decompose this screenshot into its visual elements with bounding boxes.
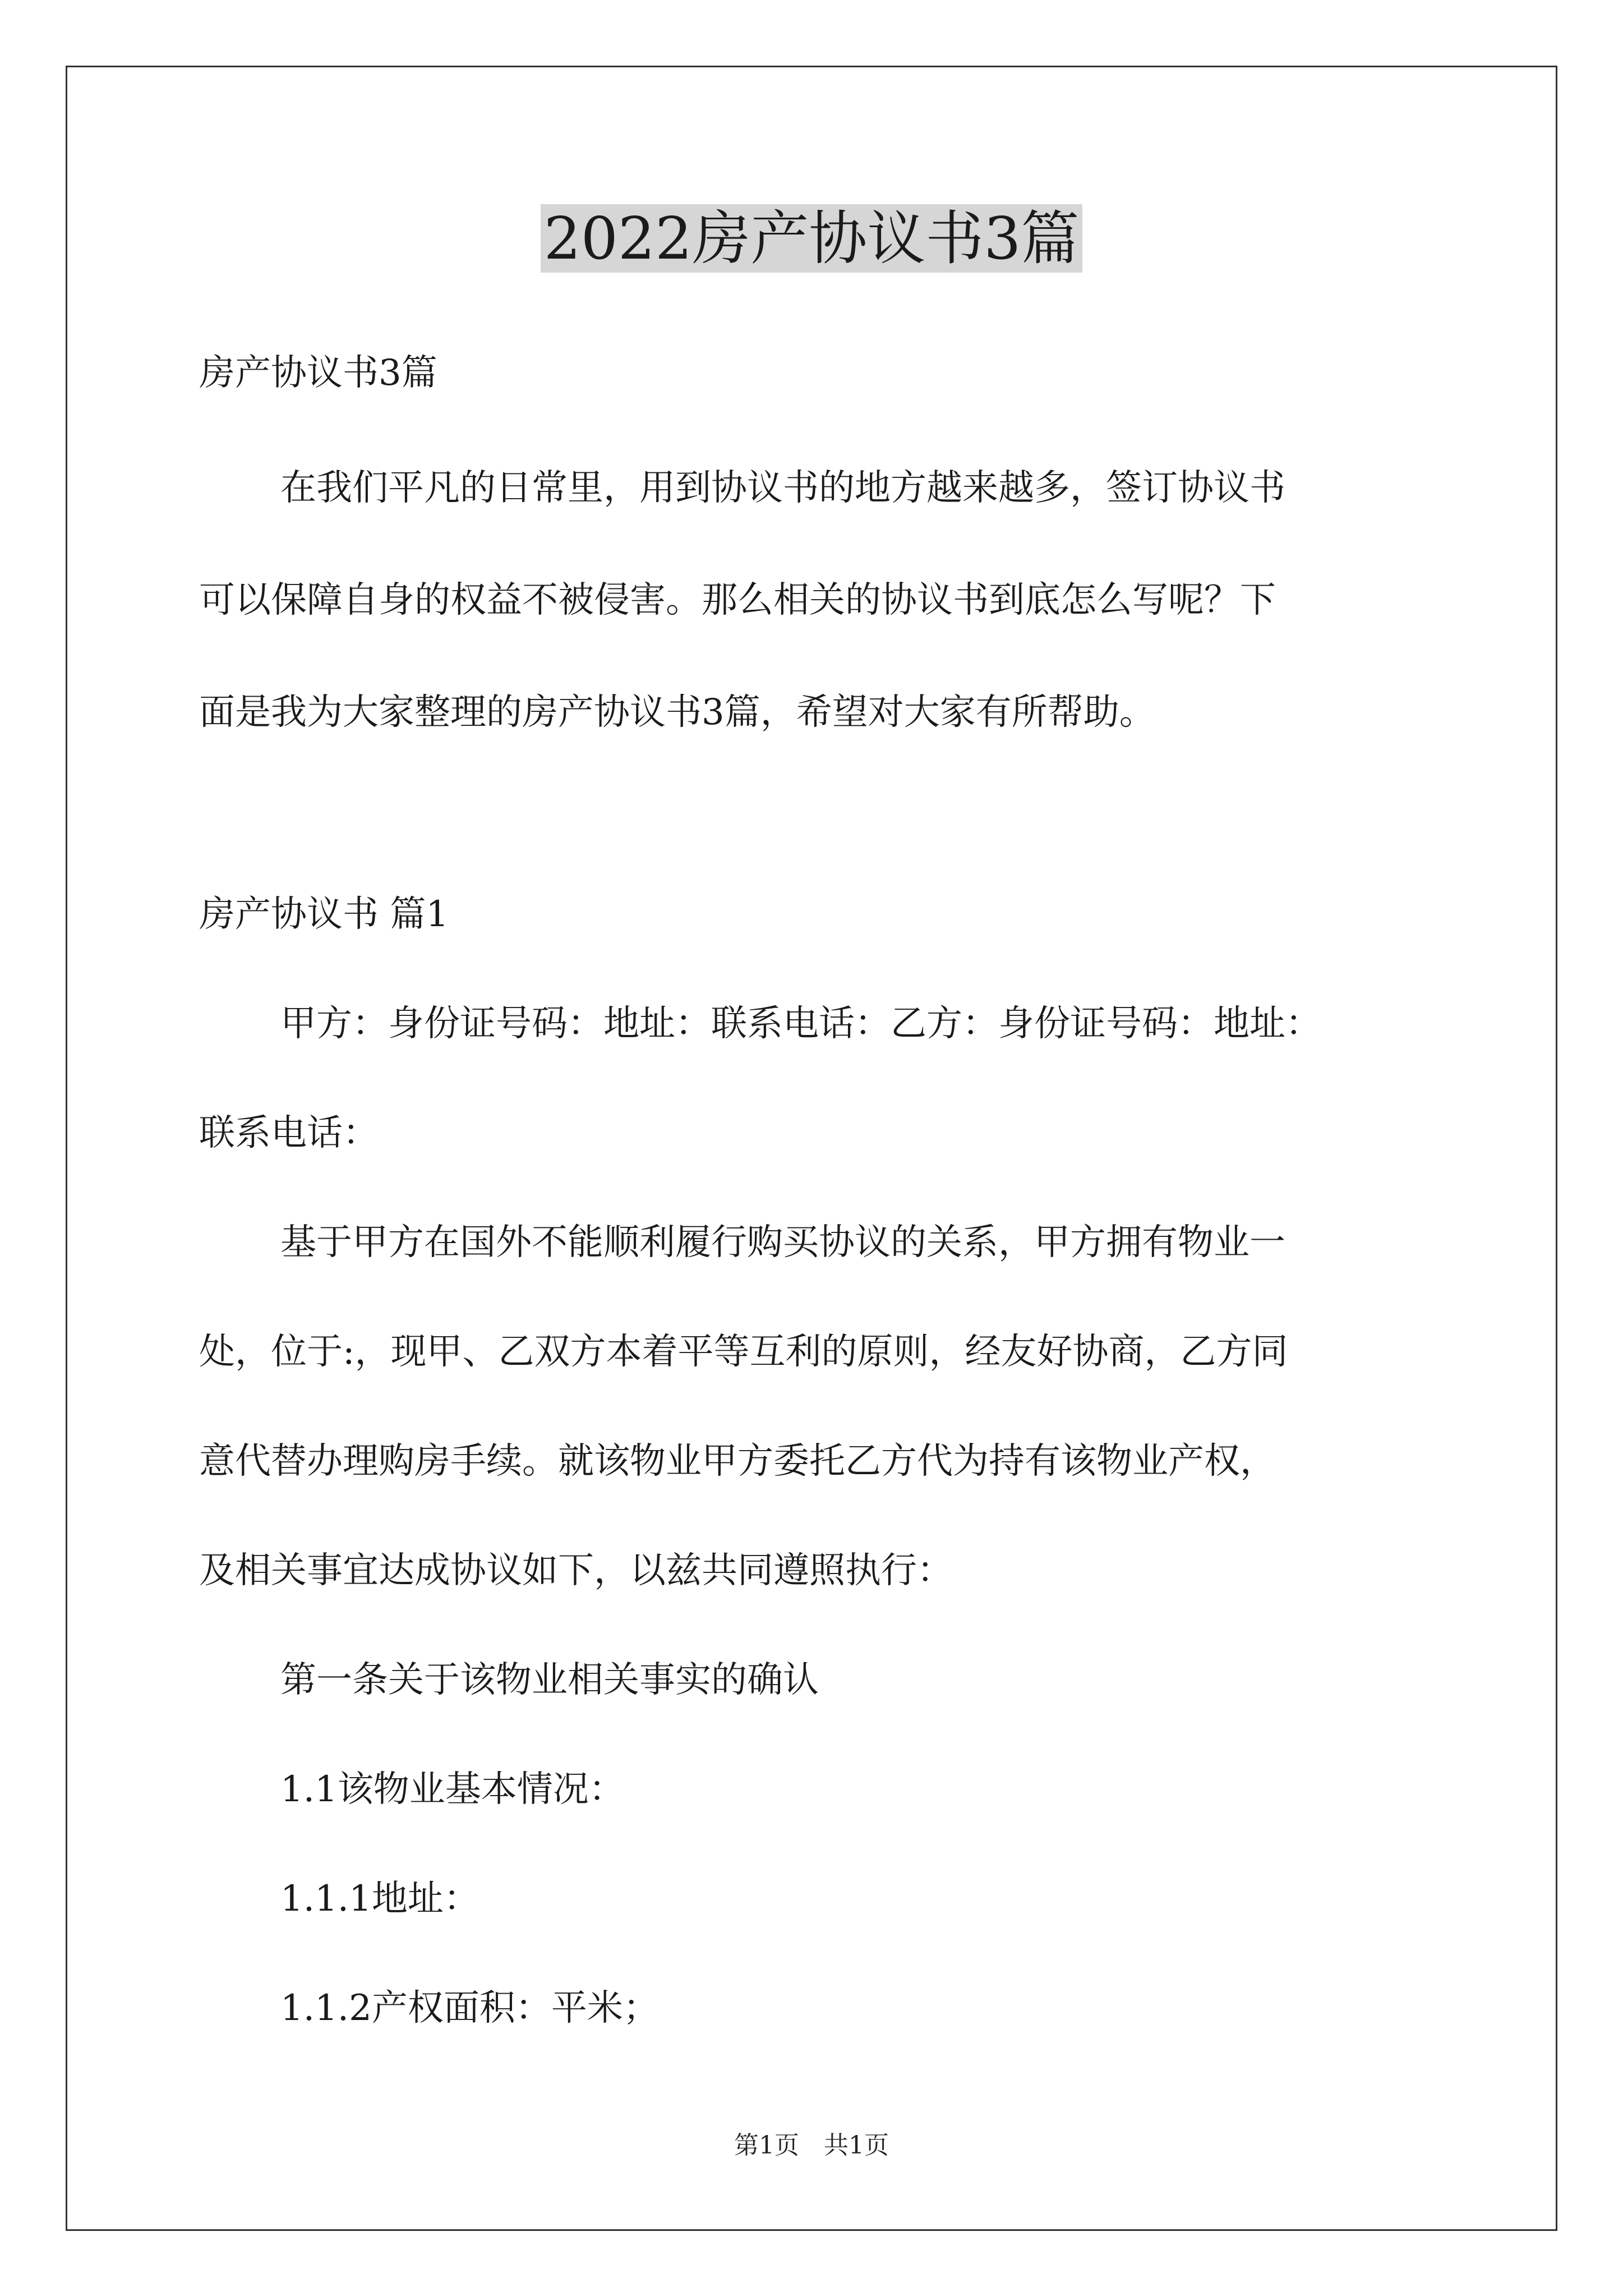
clause-1-1-2: 1.1.2产权面积：平米；	[280, 1987, 659, 2029]
clause-1-1-1: 1.1.1地址：	[280, 1878, 479, 1920]
section-heading-1: 房产协议书 篇1	[199, 894, 449, 935]
clause-1-1: 1.1该物业基本情况：	[280, 1769, 625, 1810]
intro-line-2: 可以保障自身的权益不被侵害。那么相关的协议书到底怎么写呢？下	[199, 579, 1276, 621]
intro-line-1: 在我们平凡的日常里，用到协议书的地方越来越多，签订协议书	[280, 467, 1285, 509]
body-line-4: 及相关事宜达成协议如下，以兹共同遵照执行：	[199, 1550, 953, 1591]
body-line-3: 意代替办理购房手续。就该物业甲方委托乙方代为持有该物业产权，	[199, 1441, 1276, 1482]
party-line-1: 甲方：身份证号码：地址：联系电话：乙方：身份证号码：地址：	[280, 1003, 1321, 1045]
party-line-2: 联系电话：	[199, 1112, 379, 1154]
intro-line-3: 面是我为大家整理的房产协议书3篇，希望对大家有所帮助。	[199, 692, 1155, 733]
subtitle-line: 房产协议书3篇	[199, 352, 437, 394]
body-line-2: 处，位于:，现甲、乙双方本着平等互利的原则，经友好协商，乙方同	[199, 1331, 1288, 1373]
document-title: 2022房产协议书3篇	[0, 199, 1623, 278]
article-1-heading: 第一条关于该物业相关事实的确认	[280, 1659, 819, 1701]
body-line-1: 基于甲方在国外不能顺利履行购买协议的关系，甲方拥有物业一	[280, 1222, 1285, 1263]
page-footer: 第1页 共1页	[734, 2131, 889, 2160]
